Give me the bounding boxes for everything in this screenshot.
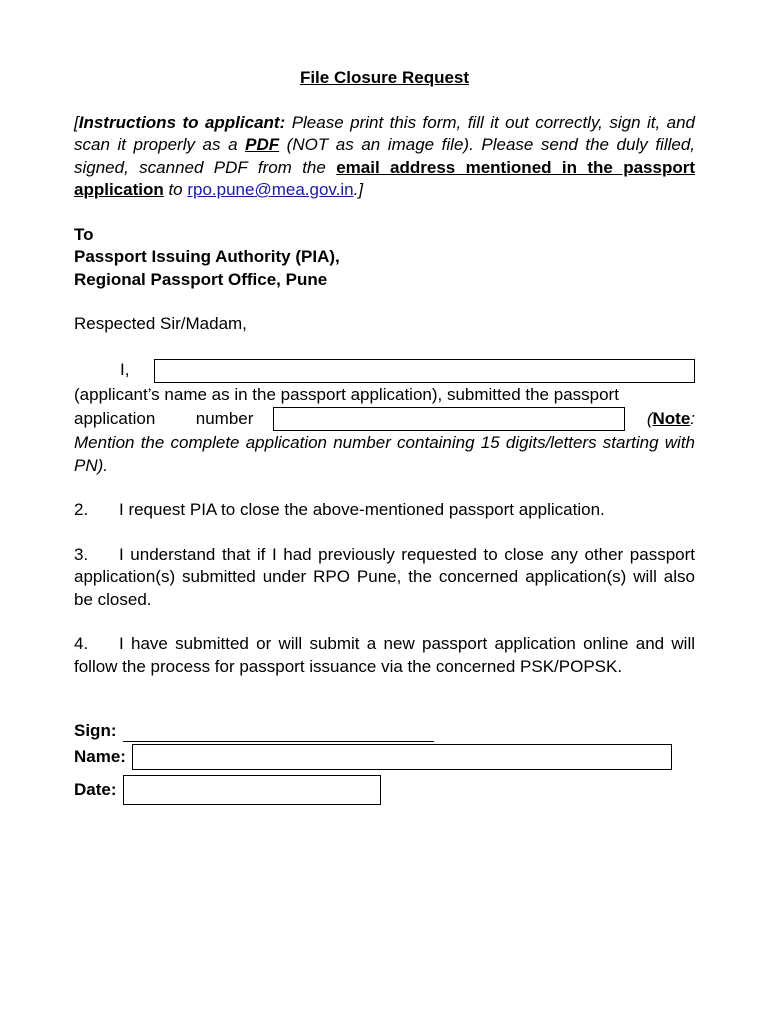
instructions-label: Instructions to applicant: — [78, 112, 286, 132]
note-lead: (Note: — [646, 408, 696, 428]
sign-label: Sign: — [74, 720, 117, 740]
instructions-text-3: to — [163, 180, 188, 199]
paragraph-2-number: 2. — [74, 500, 89, 519]
name-field[interactable] — [132, 744, 672, 770]
address-line-authority: Passport Issuing Authority (PIA), — [74, 247, 340, 266]
name-row — [74, 742, 695, 772]
name-label: Name: — [74, 746, 126, 766]
date-label: Date: — [74, 779, 117, 799]
form-page — [74, 67, 695, 807]
email-reference-emphasis: email address mentioned in the passport application — [74, 157, 695, 199]
note-label: Note — [652, 408, 691, 428]
application-number-field[interactable] — [273, 407, 625, 431]
paragraph-2 — [74, 499, 695, 522]
email-link[interactable]: rpo.pune@mea.gov.in — [187, 180, 354, 199]
paragraph-1-text: (applicant’s name as in the passport application), submitted the passport — [74, 384, 619, 404]
paragraph-3-text: I understand that if I had previously requested to close any other passport application(s) submitted under RPO Pune, the concerned application(s) will also be closed. — [74, 544, 695, 609]
applicant-name-field[interactable] — [154, 359, 695, 383]
paragraph-4 — [74, 633, 695, 678]
instructions-text-1: Please print this form, fill it out correctly, sign it, and scan it properly as a — [74, 112, 696, 154]
pdf-emphasis: PDF — [245, 135, 280, 154]
address-line-to: To — [74, 224, 94, 244]
i-label: I, — [120, 360, 130, 380]
sign-row — [74, 720, 695, 742]
instructions-text-4: .] — [353, 180, 364, 199]
instructions-open-bracket: [ — [74, 112, 79, 132]
paragraph-3 — [74, 544, 695, 612]
signature-line[interactable] — [123, 723, 434, 742]
application-word: application — [74, 408, 156, 428]
address-line-office: Regional Passport Office, Pune — [74, 269, 328, 289]
instructions-paragraph — [74, 112, 695, 202]
applicant-name-line — [74, 358, 695, 384]
date-field[interactable] — [123, 775, 381, 805]
instructions-text-2: (NOT as an image file). Please send the duly filled, signed, scanned PDF from the — [74, 135, 696, 177]
application-number-line — [74, 406, 695, 432]
paragraph-4-number: 4. — [74, 634, 89, 653]
recipient-address — [74, 224, 695, 292]
number-word: number — [195, 408, 254, 428]
page-title: File Closure Request — [299, 68, 470, 87]
paragraph-1 — [74, 358, 695, 478]
note-text: Mention the complete application number containing 15 digits/letters starting with PN). — [74, 433, 695, 475]
paragraph-4-text: I have submitted or will submit a new passport application online and will follow the process for passport issuance via the concerned PSK/POPSK. — [74, 634, 695, 676]
date-row — [74, 773, 695, 807]
signature-block — [74, 720, 695, 807]
paragraph-2-text: I request PIA to close the above-mentioned passport application. — [119, 500, 605, 519]
paragraph-3-number: 3. — [74, 544, 89, 564]
application-number-label — [74, 408, 253, 431]
salutation: Respected Sir/Madam, — [74, 314, 247, 333]
